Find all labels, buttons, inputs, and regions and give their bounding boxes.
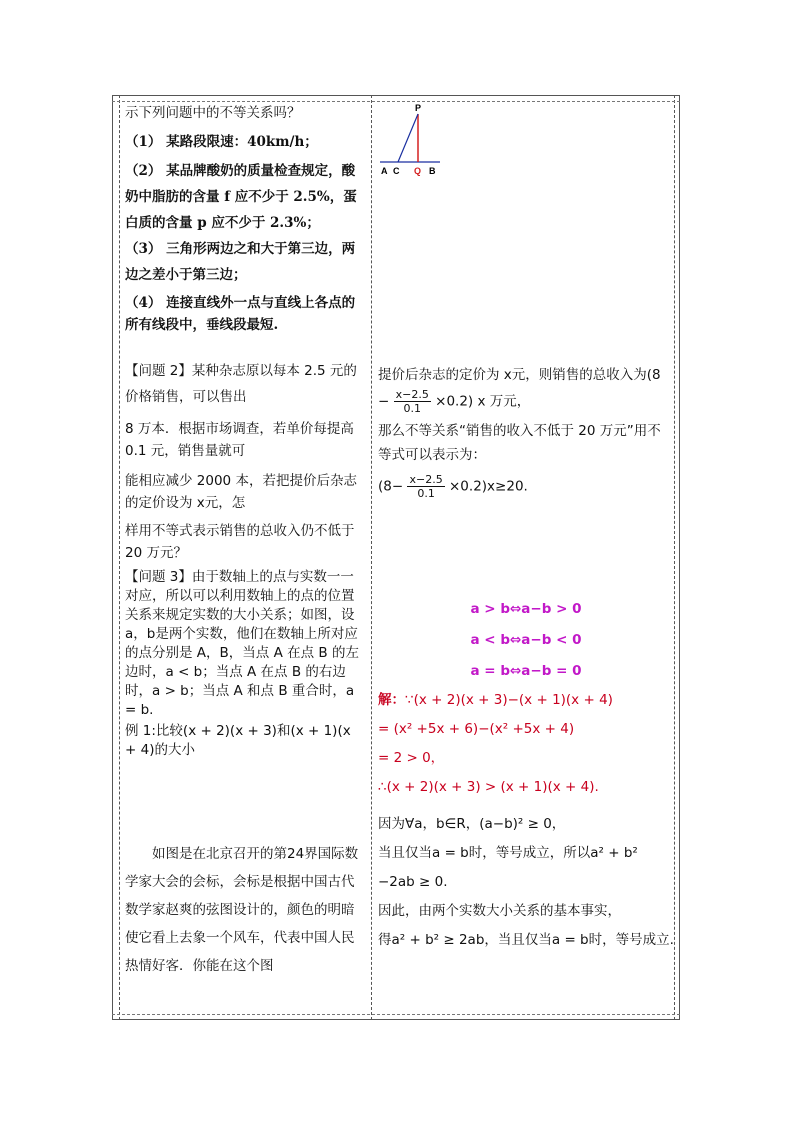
price-line-1: 提价后杂志的定价为 x元，则销售的总收入为(8 — [378, 367, 661, 383]
price-fraction-numerator: x−2.5 — [395, 388, 429, 401]
then-line: 那么不等关系“销售的收入不低于 20 万元”用不等式可以表示为： — [378, 423, 661, 463]
oblique-segment — [398, 114, 418, 162]
proof-line-4: 因此，由两个实数大小关系的基本事实， — [378, 903, 621, 919]
label-q: Q — [414, 166, 422, 176]
question-3: 【问题 3】由于数轴上的点与实数一一对应，所以可以利用数轴上的点的位置关系来规定实数的大小关系；如图，设 a，b是两个实数，他们在数轴上所对应的点分别是 A，B，当点 A 在点 B 的左边时，a < b；当点 A 在点 B 的右边时，a > b；当点 A 和点 B 重合时，a = b. — [125, 569, 359, 718]
inequality-denominator: 0.1 — [417, 487, 435, 500]
item-2: （2） 某品牌酸奶的质量检查规定，酸奶中脂肪的含量 f 应不少于 2.5%，蛋白质的含量 p 应不少于 2.3%； — [125, 163, 357, 231]
left-margin-rule — [119, 95, 120, 1020]
right-margin-rule — [674, 95, 675, 1020]
price-tail: ×0.2) x 万元， — [435, 393, 531, 410]
solution-label: 解： — [378, 692, 405, 708]
question-2-line-4: 样用不等式表示销售的总收入仍不低于 20 万元？ — [125, 523, 355, 561]
rule-less: a < b⇔a−b < 0 — [470, 632, 582, 648]
comparison-rules — [378, 594, 674, 687]
number-line-figure — [376, 100, 446, 180]
question-2-line-2: 8 万本．根据市场调查，若单价每提高 0.1 元，销售量就可 — [125, 421, 354, 459]
question-2-line-3: 能相应减少 2000 本，若把提价后杂志的定价设为 x元，怎 — [125, 473, 357, 511]
solution-block — [378, 686, 674, 802]
price-minus: − — [378, 393, 390, 410]
example-1: 例 1:比较(x + 2)(x + 3)和(x + 1)(x + 4)的大小 — [125, 723, 351, 758]
inequality-tail: ×0.2)x≥20. — [449, 478, 528, 495]
label-a: A — [381, 166, 388, 176]
intro-text: 示下列问题中的不等关系吗？ — [125, 105, 301, 121]
bottom-rule — [112, 1014, 680, 1015]
item-3: （3） 三角形两边之和大于第三边，两边之差小于第三边； — [125, 241, 356, 283]
solution-line-2: = (x² +5x + 6)−(x² +5x + 4) — [378, 721, 575, 737]
question-2-line-1: 【问题 2】某种杂志原以每本 2.5 元的价格销售，可以售出 — [125, 363, 357, 405]
left-column — [125, 104, 365, 980]
inequality-head: (8− — [378, 478, 404, 495]
price-fraction-denominator: 0.1 — [403, 402, 421, 415]
proof-line-3: −2ab ≥ 0. — [378, 874, 448, 890]
proof-block — [378, 810, 674, 955]
item-4: （4） 连接直线外一点与直线上各点的所有线段中，垂线段最短. — [125, 295, 356, 333]
inequality-fraction — [407, 473, 444, 500]
rule-greater: a > b⇔a−b > 0 — [470, 601, 582, 617]
price-section — [378, 364, 674, 500]
label-c: C — [393, 166, 400, 176]
proof-line-5: 得a² + b² ≥ 2ab，当且仅当a = b时，等号成立. — [378, 932, 674, 948]
rule-equal: a = b⇔a−b = 0 — [470, 663, 582, 679]
inequality-numerator: x−2.5 — [409, 473, 443, 486]
proof-line-2: 当且仅当a = b时，等号成立，所以a² + b² — [378, 845, 638, 861]
solution-line-4: ∴(x + 2)(x + 3) > (x + 1)(x + 4). — [378, 779, 599, 795]
proof-line-1: 因为∀a，b∈R，(a−b)² ≥ 0， — [378, 816, 566, 832]
label-b: B — [429, 166, 436, 176]
item-1: （1） 某路段限速：40km/h； — [125, 134, 318, 150]
solution-line-3: = 2 > 0， — [378, 750, 445, 766]
solution-line-1: ∵(x + 2)(x + 3)−(x + 1)(x + 4) — [405, 692, 613, 708]
emblem-paragraph: 如图是在北京召开的第24界国际数学家大会的会标，会标是根据中国古代数学家赵爽的弦图设计的，颜色的明暗使它看上去象一个风车，代表中国人民热情好客．你能在这个图 — [125, 846, 359, 974]
label-p: P — [415, 103, 422, 113]
price-fraction — [394, 388, 431, 415]
column-divider — [371, 95, 372, 1020]
